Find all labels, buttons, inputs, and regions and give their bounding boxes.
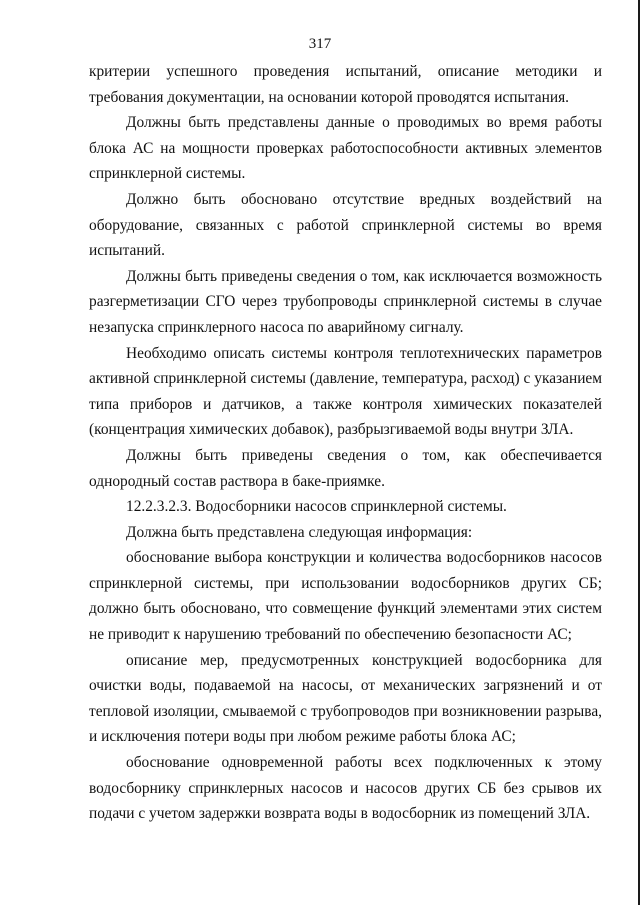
list-item-simultaneous-operation: обоснование одновременной работы всех подключенных к этому водосборнику спринклерных насосов и насосов других СБ без срывов их подачи с учетом задержки возврата воды в водосборник из помещений ЗЛА. [89,754,602,823]
list-item-cleaning-measures: описание мер, предусмотренных конструкцией водосборника для очистки воды, подаваемой на насосы, от механических загрязнений и от тепловой изоляции, смываемой с трубопроводов при возникновении разрыва, и исключения потери воды при любом режиме работы блока АС; [89,651,602,746]
paragraph-solution-uniformity: Должны быть приведены сведения о том, как обеспечивается однородный состав раствора в баке-приямке. [89,446,602,490]
paragraph-continuation: критерии успешного проведения испытаний, описание методики и требования документации, на основании которой проводятся испытания. [89,63,602,106]
paragraph-operational-checks: Должны быть представлены данные о проводимых во время работы блока АС на мощности проверках работоспособности активных элементов спринклерной системы. [89,114,602,183]
section-heading: 12.2.3.2.3. Водосборники насосов спринклерной системы. [126,498,507,516]
list-item-design-justification: обоснование выбора конструкции и количества водосборников насосов спринклерной системы, при использовании водосборников других СБ; должно быть обосновано, что совмещение функций элементами этих систем не приводит к нарушению требований по обеспечению безопасности АС; [89,549,602,644]
paragraph-depressurization: Должны быть приведены сведения о том, как исключается возможность разгерметизации СГО через трубопроводы спринклерной системы в случае незапуска спринклерного насоса по аварийному сигналу. [89,267,602,336]
paragraph-information-intro: Должна быть представлена следующая информация: [126,523,473,541]
document-body [89,59,602,827]
page-number: 317 [308,36,332,52]
paragraph-harmful-effects: Должно быть обосновано отсутствие вредных воздействий на оборудование, связанных с работой спринклерной системы во время испытаний. [89,190,602,260]
paragraph-monitoring-systems: Необходимо описать системы контроля теплотехнических параметров активной спринклерной системы (давление, температура, расход) с указанием типа приборов и датчиков, а также контроля химических показателей (концентрация химических добавок), разбрызгиваемой воды внутри ЗЛА. [89,344,602,439]
